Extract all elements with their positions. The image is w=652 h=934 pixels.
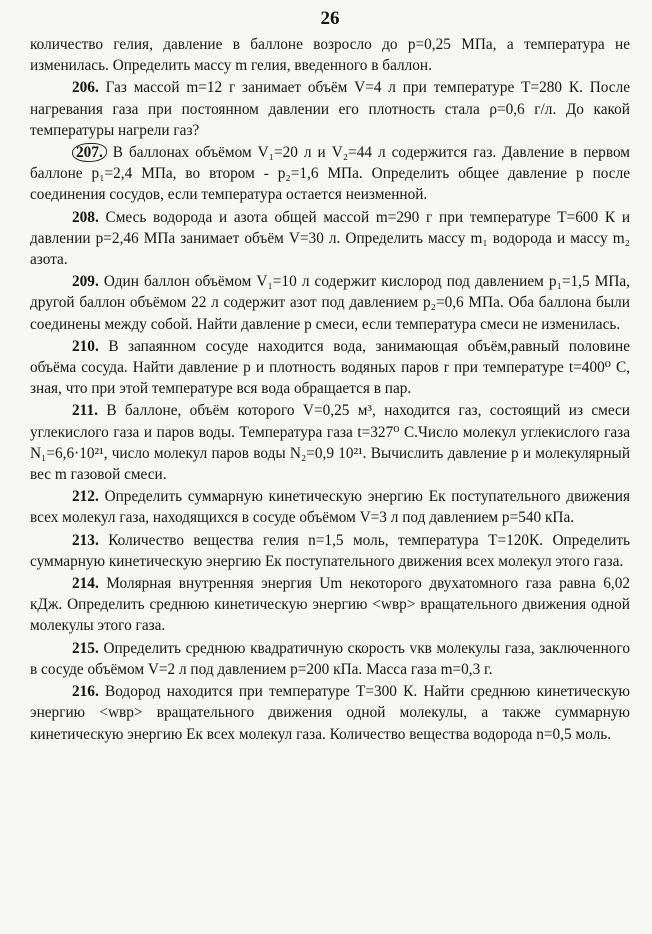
problem-number: 213. bbox=[72, 531, 99, 549]
problem-208 bbox=[30, 207, 630, 271]
problem-207 bbox=[30, 142, 630, 206]
problem-text: Молярная внутренняя энергия Um некоторого двухатомного газа равна 6,02 кДж. Определить среднюю кинетическую энергию <wвр> вращательного движения одной молекулы этого газа. bbox=[30, 575, 631, 635]
problem-214 bbox=[30, 573, 630, 637]
problem-text: Газ массой m=12 г занимает объём V=4 л при температуре T=280 К. После нагревания газа при постоянном давлении его плотность стала ρ=0,6 г/л. До какой температуры нагрели газ? bbox=[30, 79, 631, 139]
problem-text: количество гелия, давление в баллоне возросло до p=0,25 МПа, а температура не изменилась. Определить массу m гелия, введенного в баллон. bbox=[30, 36, 630, 75]
problem-text: Смесь водорода и азота общей массой m=290 г при температуре T=600 К и давлении p=2,46 МПа занимает объём V=30 л. Определить массу m₁ водорода и массу m₂ азота. bbox=[30, 208, 630, 269]
problem-number: 215. bbox=[72, 639, 99, 657]
problem-number: 207. bbox=[72, 143, 107, 162]
page-number: 26 bbox=[320, 8, 340, 29]
problem-213 bbox=[30, 530, 630, 572]
problem-text: В запаянном сосуде находится вода, занимающая объём,равный половине объёма сосуда. Найти давление p и плотность водяных паров r при температуре t=400⁰ С, зная, что при этой температуре вся вода обращается в пар. bbox=[30, 337, 630, 398]
problem-text: Определить среднюю квадратичную скорость vкв молекулы газа, заключенного в сосуде объёмом V=2 л под давлением p=200 кПа. Масса газа m=0,3 г. bbox=[30, 639, 630, 678]
problem-number: 210. bbox=[72, 337, 99, 355]
problem-text: В баллоне, объём которого V=0,25 м³, находится газ, состоящий из смеси углекислого газа и паров воды. Температура газа t=327⁰ С.Число молекул углекислого газа N₁=6,6·10²¹, число молекул паров воды N₂=0,9 10²¹. Вычислить давление p и молекулярный вес m газовой смеси. bbox=[30, 402, 630, 484]
problem-number: 209. bbox=[72, 273, 99, 291]
problem-text: Определить суммарную кинетическую энергию Eк поступательного движения всех молекул газа, находящихся в сосуде объёмом V=3 л под давлением p=540 кПа. bbox=[30, 488, 631, 527]
problem-211 bbox=[30, 400, 630, 485]
problem-text: Водород находится при температуре T=300 К. Найти среднюю кинетическую энергию <wвр> вращательного движения одной молекулы, а также суммарную кинетическую энергию Eк всех молекул газа. Количество вещества водорода n=0,5 моль. bbox=[30, 683, 630, 743]
problem-number: 214. bbox=[72, 575, 99, 593]
problem-text: Количество вещества гелия n=1,5 моль, температура T=120К. Определить суммарную кинетическую энергию Eк поступательного движения всех молекул этого газа. bbox=[30, 531, 630, 570]
problem-210 bbox=[30, 336, 630, 400]
problem-continued bbox=[30, 34, 630, 76]
problem-text: В баллонах объёмом V₁=20 л и V₂=44 л содержится газ. Давление в первом баллоне p₁=2,4 МПа, во втором - p₂=1,6 МПа. Определить общее давление p после соединения сосудов, если температура остается неизменной. bbox=[30, 144, 630, 204]
problem-number: 216. bbox=[72, 683, 99, 701]
problem-215 bbox=[30, 638, 630, 680]
problem-number: 208. bbox=[72, 208, 99, 226]
problem-number: 211. bbox=[72, 402, 98, 420]
problem-text: Один баллон объёмом V₁=10 л содержит кислород под давлением p₁=1,5 МПа, другой баллон объёмом 22 л содержит азот под давлением p₂=0,6 МПа. Оба баллона были соединены между собой. Найти давление p смеси, если температура смеси не изменилась. bbox=[30, 273, 630, 333]
problem-number: 206. bbox=[72, 79, 99, 97]
problem-212 bbox=[30, 486, 630, 528]
problem-number: 212. bbox=[72, 488, 99, 506]
problem-216 bbox=[30, 681, 630, 745]
problem-206 bbox=[30, 77, 630, 141]
problem-209 bbox=[30, 271, 630, 335]
